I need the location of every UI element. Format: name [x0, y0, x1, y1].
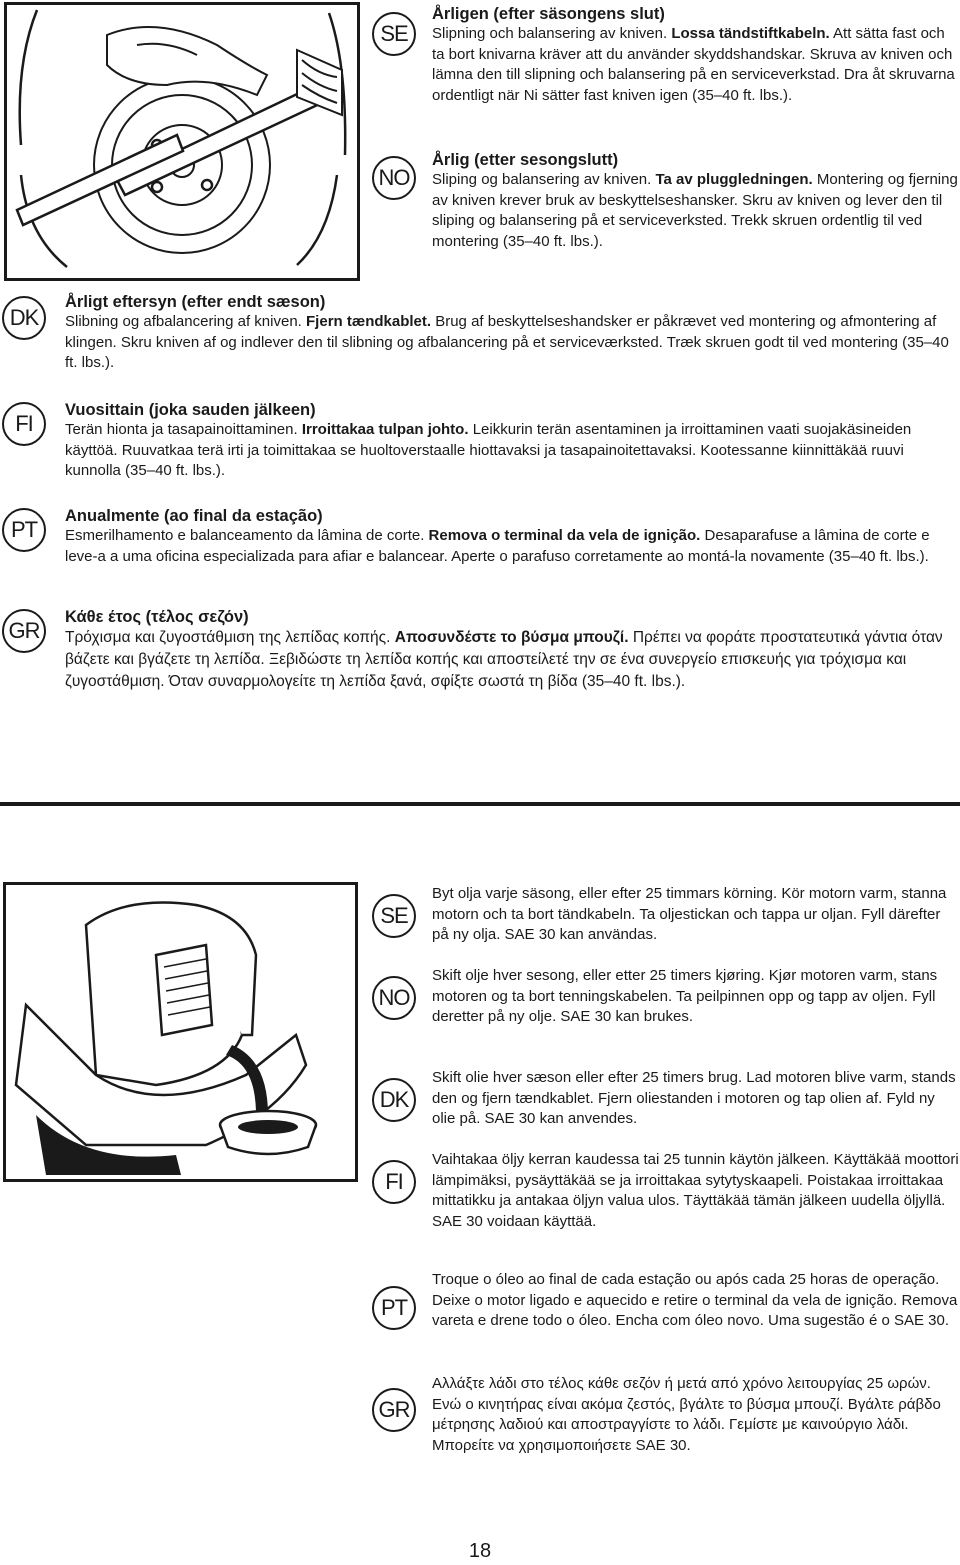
lang-badge-dk: DK	[2, 296, 46, 340]
section-body: Slibning og afbalancering af kniven. Fjern tændkablet. Brug af beskyttelseshandsker er påkrævet ved montering og afmontering af klingen. Skru kniven af og indlever den til slibning og afbalancering på et serviceværksted. Træk skruen godt til ved montering (35–40 ft. lbs.).	[65, 313, 949, 371]
lang-badge-se: SE	[372, 12, 416, 56]
lang-badge-pt: PT	[2, 508, 46, 552]
lang-badge-no: NO	[372, 976, 416, 1020]
lang-badge-gr: GR	[2, 609, 46, 653]
blade-illustration	[4, 2, 360, 281]
lang-badge-no: NO	[372, 156, 416, 200]
engine-oil-drain-drawing	[6, 885, 355, 1179]
lang-badge-gr: GR	[372, 1388, 416, 1432]
oil-text: Skift olie hver sæson eller efter 25 timers brug. Lad motoren blive varm, stands den og fjern tændkablet. Fjern oliestanden i motoren og tap olien af. Fyld ny olie på. SAE 30 kan anvendes.	[432, 1069, 956, 1127]
oil-change-illustration	[3, 882, 358, 1182]
oil-text: Vaihtakaa öljy kerran kaudessa tai 25 tunnin käytön jälkeen. Käyttäkää moottori lämpimäksi, pysäyttäkää se ja irroittakaa sytytyskaapeli. Poistakaa irroittakaa mittatikku ja antakaa öljyn valua ulos. Täyttäkää tämän jälkeen uudella öljyllä. SAE 30 voidaan käyttää.	[432, 1151, 959, 1230]
lang-badge-se: SE	[372, 894, 416, 938]
section-title: Κάθε έτος (τέλος σεζόν)	[65, 608, 249, 626]
section-body: Esmerilhamento e balanceamento da lâmina de corte. Remova o terminal da vela de ignição. Desaparafuse a lâmina de corte e leve-a a uma oficina especializada para afiar e balancear. Aperte o parafuso corretamente ao montá-la novamente (35–40 ft. lbs.).	[65, 527, 930, 565]
section-title: Anualmente (ao final da estação)	[65, 507, 323, 525]
mower-blade-drawing	[7, 5, 357, 278]
lang-badge-dk: DK	[372, 1078, 416, 1122]
lang-badge-fi: FI	[2, 402, 46, 446]
oil-text: Skift olje hver sesong, eller etter 25 timers kjøring. Kjør motoren varm, stans motoren og ta bort tenningskabelen. Ta peilpinnen opp og tapp av oljen. Fyll deretter på ny olje. SAE 30 kan brukes.	[432, 967, 938, 1025]
section-body: Sliping og balansering av kniven. Ta av pluggledningen. Montering og fjerning av kniven krever bruk av beskyttelseshansker. Skru av kniven og lever den til sliping og balansering på et serviceverksted. Trekk skruen ordentlig til ved montering (35–40 ft. lbs.).	[432, 171, 958, 250]
oil-text: Byt olja varje säsong, eller efter 25 timmars körning. Kör motorn varm, stanna motorn och ta bort tändkabeln. Ta oljestickan och tappa ur oljan. Fyll därefter på ny olja. SAE 30 kan användas.	[432, 885, 947, 943]
oil-text: Αλλάξτε λάδι στο τέλος κάθε σεζόν ή μετά από χρόνο λειτουργίας 25 ωρών. Ενώ ο κινητήρας είναι ακόμα ζεστός, βγάλτε το βύσμα μπουζί. Βγάλτε ράβδο μέτρησης λαδιού και αποστραγγίστε το λάδι. Γεμίστε με καινούργιο λάδι. Μπορείτε να χρησιμοποιήσετε SAE 30.	[432, 1375, 941, 1454]
section-body: Τρόχισμα και ζυγοστάθμιση της λεπίδας κοπής. Αποσυνδέστε το βύσμα μπουζί. Πρέπει να φοράτε προστατευτικά γάντια όταν βάζετε και βγάζετε τη λεπίδα. Ξεβιδώστε τη λεπίδα κοπής και αποστείλετέ την σε ένα συνεργείο επισκευής για τρόχισμα και ζυγοστάθμιση. Όταν συναρμολογείτε τη λεπίδα ξανά, σφίξτε σωστά τη βίδα (35–40 ft. lbs.).	[65, 629, 943, 690]
lang-badge-pt: PT	[372, 1286, 416, 1330]
section-title: Årlig (etter sesongslutt)	[432, 151, 619, 169]
section-divider	[0, 802, 960, 806]
section-body: Slipning och balansering av kniven. Lossa tändstiftkabeln. Att sätta fast och ta bort knivarna kräver att du använder skyddshandskar. Skruva av kniven och lämna den till slipning och balansering på en serviceverkstad. Dra åt skruvarna ordentligt när Ni sätter fast kniven igen (35–40 ft. lbs.).	[432, 25, 955, 104]
lang-badge-fi: FI	[372, 1160, 416, 1204]
section-body: Terän hionta ja tasapainoittaminen. Irroittakaa tulpan johto. Leikkurin terän asentaminen ja irroittaminen vaati suojakäsineiden käyttöä. Ruuvatkaa terä irti ja toimittakaa se huoltoverstaalle hiottavaksi ja tasapainoitettavaksi. Kootessanne kiinnittäkää ruuvi kunnolla (35–40 ft. lbs.).	[65, 421, 912, 479]
page-number: 18	[468, 1540, 492, 1562]
section-title: Årligt eftersyn (efter endt sæson)	[65, 293, 326, 311]
oil-text: Troque o óleo ao final de cada estação ou após cada 25 horas de operação. Deixe o motor ligado e aquecido e retire o terminal da vela de ignição. Remova vareta e drene todo o óleo. Encha com óleo novo. Uma sugestão é o SAE 30.	[432, 1271, 958, 1329]
section-title: Vuosittain (joka sauden jälkeen)	[65, 401, 316, 419]
section-title: Årligen (efter säsongens slut)	[432, 5, 665, 23]
